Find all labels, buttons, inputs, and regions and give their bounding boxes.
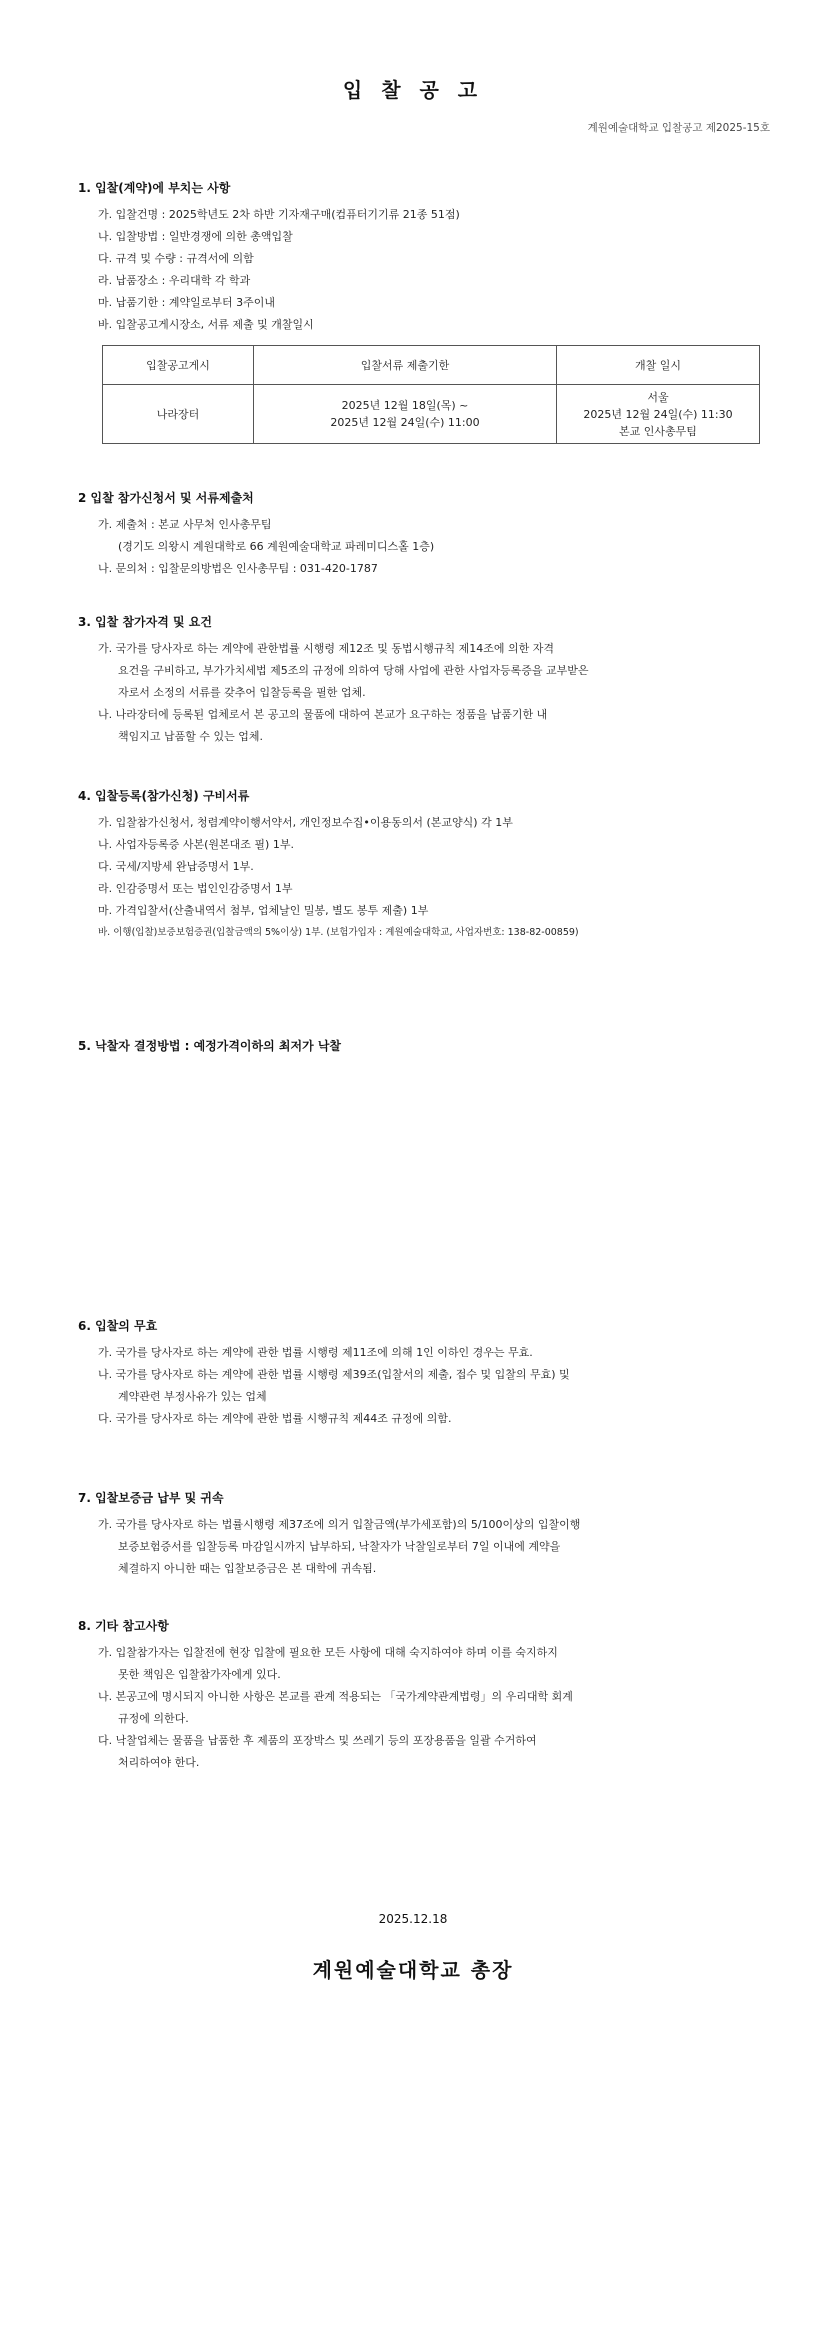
- section-item: 나. 문의처 : 입찰문의방법은 인사총무팀 : 031-420-1787: [98, 562, 378, 575]
- section-item: 자로서 소정의 서류를 갖추어 입찰등록을 필한 업체.: [118, 686, 366, 699]
- section-item: 나. 본공고에 명시되지 아니한 사항은 본교를 관계 적용되는 「국가계약관계법령」의 우리대학 회계: [98, 1690, 573, 1703]
- notice-number: 계원예술대학교 입찰공고 제2025-15호: [587, 122, 770, 134]
- table-header: 입찰서류 제출기한: [254, 346, 557, 385]
- section-item: 나. 나라장터에 등록된 업체로서 본 공고의 물품에 대하여 본교가 요구하는 정품을 납품기한 내: [98, 708, 548, 721]
- deadline-line: 2025년 12월 18일(목) ~: [341, 399, 469, 412]
- section-item: 가. 입찰건명 : 2025학년도 2차 하반 기자재구매(컴퓨터기기류 21종 51점): [98, 208, 460, 221]
- section-title: 1. 입찰(계약)에 부치는 사항: [78, 181, 231, 195]
- section-5: [78, 1036, 778, 1062]
- section-item: 보증보험증서를 입찰등록 마감일시까지 납부하되, 낙찰자가 낙찰일로부터 7일 이내에 계약을: [118, 1540, 561, 1553]
- section-6: [78, 1316, 778, 1430]
- section-title: 3. 입찰 참가자격 및 요건: [78, 615, 212, 629]
- table-cell-deadline: [254, 385, 557, 444]
- section-item: 체결하지 아니한 때는 입찰보증금은 본 대학에 귀속됨.: [118, 1562, 377, 1575]
- section-item: 가. 국가를 당사자로 하는 법률시행령 제37조에 의거 입찰금액(부가세포함)의 5/100이상의 입찰이행: [98, 1518, 581, 1531]
- section-item: 요건을 구비하고, 부가가치세법 제5조의 규정에 의하여 당해 사업에 관한 사업자등록증을 교부받은: [118, 664, 589, 677]
- table-row: [103, 385, 760, 444]
- deadline-line: 2025년 12월 24일(수) 11:00: [330, 416, 480, 429]
- section-7: [78, 1488, 778, 1580]
- section-item: 마. 가격입찰서(산출내역서 첨부, 업체날인 밀봉, 별도 봉투 제출) 1부: [98, 904, 429, 917]
- section-item: 라. 인감증명서 또는 법인인감증명서 1부: [98, 882, 293, 895]
- section-item: 가. 국가를 당사자로 하는 계약에 관한 법률 시행령 제11조에 의해 1인 이하인 경우는 무효.: [98, 1346, 533, 1359]
- section-item: 책임지고 납품할 수 있는 업체.: [118, 730, 263, 743]
- section-item: 못한 책임은 입찰참가자에게 있다.: [118, 1668, 281, 1681]
- section-title: 6. 입찰의 무효: [78, 1319, 158, 1333]
- table-cell-board: 나라장터: [103, 385, 254, 444]
- section-item: 나. 입찰방법 : 일반경쟁에 의한 총액입찰: [98, 230, 293, 243]
- opening-line: 서울: [647, 390, 669, 404]
- section-item: 바. 입찰공고게시장소, 서류 제출 및 개찰일시: [98, 318, 314, 331]
- signature: 계원예술대학교 총장: [312, 1958, 514, 1982]
- section-item: 나. 국가를 당사자로 하는 계약에 관한 법률 시행령 제39조(입찰서의 제출, 접수 및 입찰의 무효) 및: [98, 1368, 570, 1381]
- page-title: 입 찰 공 고: [342, 78, 484, 102]
- schedule-table: [102, 345, 760, 444]
- notice-date: 2025.12.18: [378, 1912, 448, 1926]
- section-item: 가. 제출처 : 본교 사무처 인사총무팀: [98, 518, 272, 531]
- section-1: [78, 178, 778, 336]
- section-title: 4. 입찰등록(참가신청) 구비서류: [78, 789, 250, 803]
- section-item: 가. 입찰참가신청서, 청렴계약이행서약서, 개인정보수집•이용동의서 (본교양식) 각 1부: [98, 816, 513, 829]
- section-item: 처리하여야 한다.: [118, 1756, 200, 1769]
- section-item: 다. 낙찰업체는 물품을 납품한 후 제품의 포장박스 및 쓰레기 등의 포장용품을 일괄 수거하여: [98, 1734, 537, 1747]
- section-title: 2 입찰 참가신청서 및 서류제출처: [78, 491, 254, 505]
- section-item: 가. 입찰참가자는 입찰전에 현장 입찰에 필요한 모든 사항에 대해 숙지하여야 하며 이를 숙지하지: [98, 1646, 558, 1659]
- opening-line: 2025년 12월 24일(수) 11:30: [583, 407, 733, 421]
- section-item: 나. 사업자등록증 사본(원본대조 필) 1부.: [98, 838, 294, 851]
- section-3: [78, 612, 778, 748]
- section-item: 가. 국가를 당사자로 하는 계약에 관한법률 시행령 제12조 및 동법시행규칙 제14조에 의한 자격: [98, 642, 554, 655]
- section-item: 마. 납품기한 : 계약일로부터 3주이내: [98, 296, 275, 309]
- section-8: [78, 1616, 778, 1774]
- section-item: 계약관련 부정사유가 있는 업체: [118, 1390, 267, 1403]
- opening-line: 본교 인사총무팀: [619, 424, 697, 438]
- section-title: 5. 낙찰자 결정방법 : 예정가격이하의 최저가 낙찰: [78, 1039, 342, 1053]
- section-item: 다. 국가를 당사자로 하는 계약에 관한 법률 시행규칙 제44조 규정에 의함.: [98, 1412, 452, 1425]
- table-cell-opening: [557, 385, 760, 444]
- section-item: 다. 규격 및 수량 : 규격서에 의함: [98, 252, 254, 265]
- section-title: 8. 기타 참고사항: [78, 1619, 169, 1633]
- section-item: (경기도 의왕시 계원대학로 66 계원예술대학교 파레미디스홀 1층): [118, 540, 435, 553]
- section-item: 규정에 의한다.: [118, 1712, 189, 1725]
- section-item: 다. 국세/지방세 완납증명서 1부.: [98, 860, 254, 873]
- table-header-row: [103, 346, 760, 385]
- section-4: [78, 786, 778, 944]
- section-item: 라. 납품장소 : 우리대학 각 학과: [98, 274, 251, 287]
- table-header: 개찰 일시: [557, 346, 760, 385]
- section-item: 바. 이행(입찰)보증보험증권(입찰금액의 5%이상) 1부. (보험가입자 : 계원예술대학교, 사업자번호: 138-82-00859): [98, 927, 579, 938]
- section-2: [78, 488, 778, 580]
- section-title: 7. 입찰보증금 납부 및 귀속: [78, 1491, 224, 1505]
- table-header: 입찰공고게시: [103, 346, 254, 385]
